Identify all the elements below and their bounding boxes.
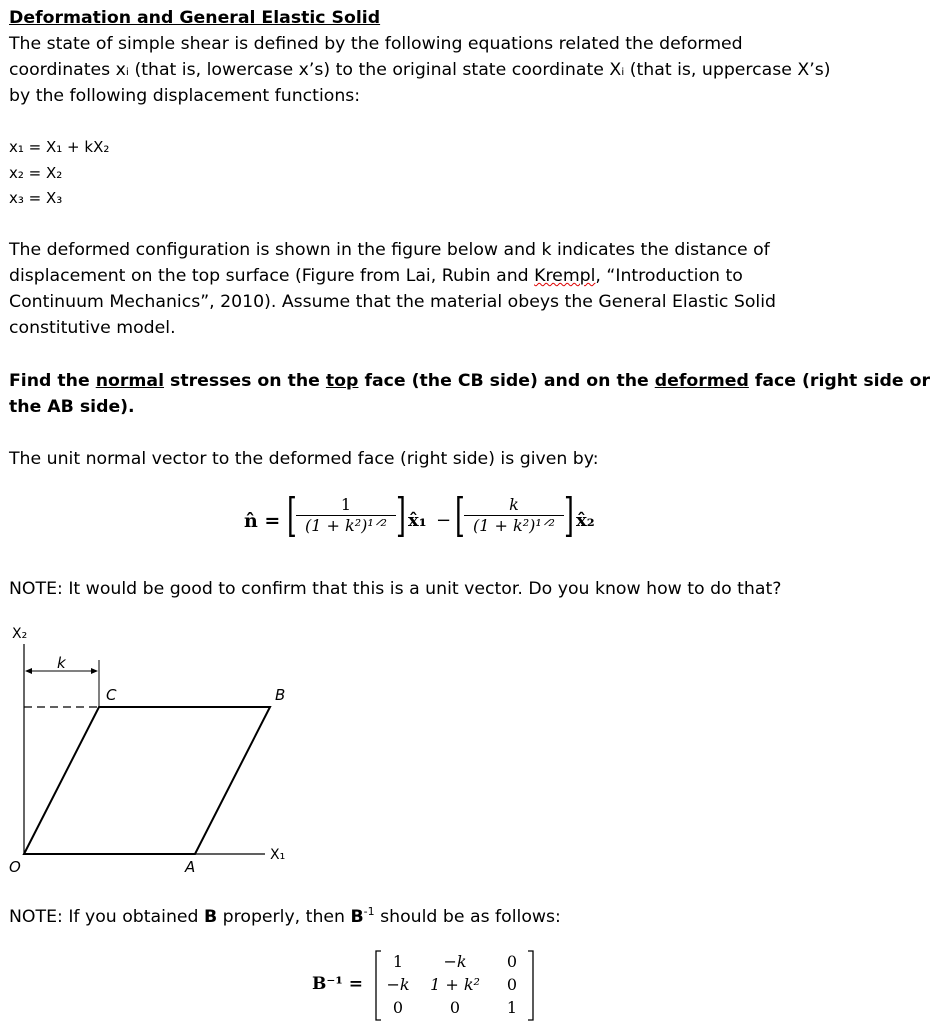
underlined-word: normal [95, 371, 165, 391]
bold-symbol-B: B [350, 906, 364, 927]
matrix-cell: 1 + k² [430, 975, 480, 994]
fraction-numerator: k [509, 495, 519, 514]
matrix-cell: 1 [506, 998, 518, 1017]
fraction-denominator: (1 + k²)¹ᐟ² [305, 516, 387, 535]
para-line: Continuum Mechanics”, 2010). Assume that the material obeys the General Elastic Solid [9, 292, 776, 312]
point-label-C: C [106, 686, 117, 704]
point-label-B: B [275, 686, 286, 704]
question-text: face (the CB side) and on the [358, 371, 655, 391]
origin-label-O: O [9, 858, 21, 876]
matrix-row [380, 996, 530, 1019]
question-text: Find the [9, 371, 96, 391]
fraction-denominator: (1 + k²)¹ᐟ² [473, 516, 555, 535]
note-text: properly, then [217, 906, 351, 927]
matrix-row [380, 973, 530, 996]
simple-shear-figure [0, 620, 320, 880]
equation-x3: x₃ = X₃ [9, 189, 63, 207]
bold-symbol-B: B [204, 906, 218, 927]
matrix-row [380, 950, 530, 973]
normal-vector-lhs: n̂ = [244, 510, 281, 532]
note-unit-vector: NOTE: It would be good to confirm that this is a unit vector. Do you know how to do that? [9, 579, 782, 599]
intro-line: coordinates xᵢ (that is, lowercase x’s) to the original state coordinate Xᵢ (that is, uppercase X’s) [9, 60, 831, 80]
matrix-cell: −k [443, 952, 467, 971]
intro-paragraph [9, 31, 830, 109]
matrix-cell: 0 [506, 952, 518, 971]
bracket-right: ] [564, 488, 574, 542]
fraction-numerator: 1 [340, 495, 352, 514]
superscript: -1 [363, 905, 375, 918]
note-b-inverse [9, 899, 561, 930]
k-label: k [57, 654, 66, 672]
question-text: stresses on the [164, 371, 326, 391]
matrix-lhs: B⁻¹ = [312, 974, 363, 994]
para-text: , “Introduction to [595, 266, 743, 286]
note-text: should be as follows: [374, 906, 561, 927]
k-arrow-left-head [25, 668, 32, 674]
note-text: NOTE: If you obtained [9, 906, 204, 927]
underlined-word: deformed [654, 371, 749, 391]
para-line [9, 263, 776, 289]
question-line: the AB side). [9, 397, 135, 417]
para-text: displacement on the top surface (Figure from Lai, Rubin and [9, 266, 535, 286]
unit-vector-x1: x̂₁ [408, 510, 427, 531]
x2-axis-label: X₂ [12, 626, 28, 642]
x1-axis-label: X₁ [270, 847, 286, 863]
para-line: constitutive model. [9, 318, 176, 338]
normal-vector-intro: The unit normal vector to the deformed face (right side) is given by: [9, 449, 599, 469]
question-text: face (right side or [748, 371, 930, 391]
intro-line: The state of simple shear is defined by the following equations related the deformed [9, 34, 743, 54]
point-label-A: A [185, 858, 196, 876]
para-line: The deformed configuration is shown in the figure below and k indicates the distance of [9, 240, 770, 260]
intro-line: by the following displacement functions: [9, 86, 361, 106]
fraction-1 [294, 495, 398, 535]
question-paragraph [9, 368, 930, 420]
matrix-cell: 0 [392, 998, 404, 1017]
matrix-cell: 0 [449, 998, 461, 1017]
matrix-cell: 1 [392, 952, 404, 971]
question-line [9, 368, 930, 394]
misspelled-word: Krempl [534, 266, 596, 286]
unit-vector-x2: x̂₂ [576, 510, 595, 531]
fraction-2 [462, 495, 566, 535]
page-title: Deformation and General Elastic Solid [9, 8, 381, 28]
figure-description-paragraph [9, 237, 776, 341]
bracket-right: ] [396, 488, 406, 542]
k-arrow-right-head [91, 668, 98, 674]
matrix-grid [380, 950, 530, 1019]
deformed-parallelogram [24, 707, 270, 854]
bracket-left: [ [287, 488, 297, 542]
bracket-left: [ [455, 488, 465, 542]
equation-x1: x₁ = X₁ + kX₂ [9, 138, 110, 156]
matrix-cell: −k [386, 975, 410, 994]
equation-x2: x₂ = X₂ [9, 164, 63, 182]
underlined-word: top [325, 371, 359, 391]
minus-sign: − [436, 510, 452, 531]
matrix-cell: 0 [506, 975, 518, 994]
